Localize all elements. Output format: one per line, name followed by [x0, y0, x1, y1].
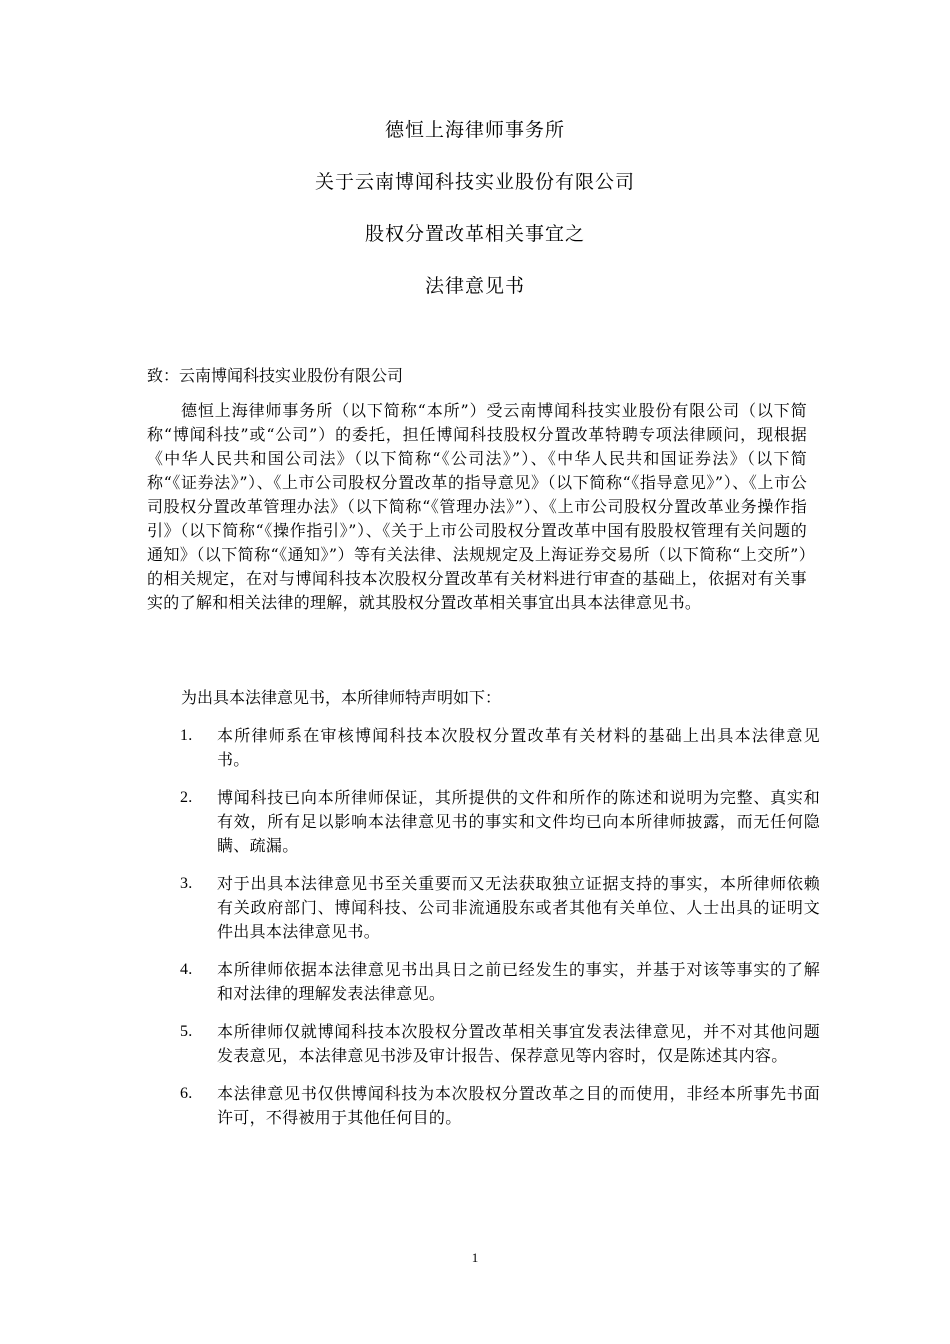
addressee: 致：云南博闻科技实业股份有限公司: [147, 366, 404, 385]
list-item-text: 本所律师依据本法律意见书出具日之前已经发生的事实，并基于对该等事实的了解和对法律的理解发表法律意见。: [217, 960, 820, 1003]
list-item-text: 博闻科技已向本所律师保证，其所提供的文件和所作的陈述和说明为完整、真实和有效，所有足以影响本法律意见书的事实和文件均已向本所律师披露，而无任何隐瞒、疏漏。: [217, 788, 820, 855]
title-firm-name: 德恒上海律师事务所: [384, 119, 565, 141]
list-item: [180, 872, 820, 944]
document-title: [0, 117, 950, 325]
declaration-list: [180, 724, 820, 1144]
page-number: 1: [471, 1250, 479, 1265]
list-item-text: 本所律师仅就博闻科技本次股权分置改革相关事宜发表法律意见，并不对其他问题发表意见，本法律意见书涉及审计报告、保荐意见等内容时，仅是陈述其内容。: [217, 1022, 820, 1065]
list-item-number: 3.: [180, 875, 193, 892]
title-document-type: 法律意见书: [424, 275, 525, 297]
list-item-number: 4.: [180, 961, 193, 978]
list-item: [180, 1020, 820, 1068]
intro-paragraph: 德恒上海律师事务所（以下简称“本所”）受云南博闻科技实业股份有限公司（以下简称“博闻科技”或“公司”）的委托，担任博闻科技股权分置改革特聘专项法律顾问，现根据《中华人民共和国公司法》（以下简称“《公司法》”）、《中华人民共和国证券法》（以下简称“《证券法》”）、《上市公司股权分置改革的指导意见》（以下简称“《指导意见》”）、《上市公司股权分置改革管理办法》（以下简称“《管理办法》”）、《上市公司股权分置改革业务操作指引》（以下简称“《操作指引》”）、《关于上市公司股权分置改革中国有股股权管理有关问题的通知》（以下简称“《通知》”）等有关法律、法规规定及上海证券交易所（以下简称“上交所”）的相关规定，在对与博闻科技本次股权分置改革有关材料进行审查的基础上，依据对有关事实的了解和相关法律的理解，就其股权分置改革相关事宜出具本法律意见书。: [147, 401, 807, 612]
list-item: [180, 724, 820, 772]
list-item-text: 本法律意见书仅供博闻科技为本次股权分置改革之目的而使用，非经本所事先书面许可，不得被用于其他任何目的。: [217, 1084, 820, 1127]
list-item: [180, 1082, 820, 1130]
list-item-text: 对于出具本法律意见书至关重要而又无法获取独立证据支持的事实，本所律师依赖有关政府部门、博闻科技、公司非流通股东或者其他有关单位、人士出具的证明文件出具本法律意见书。: [217, 874, 820, 941]
list-item: [180, 786, 820, 858]
list-item-text: 本所律师系在审核博闻科技本次股权分置改革有关材料的基础上出具本法律意见书。: [217, 726, 820, 769]
title-subject: 股权分置改革相关事宜之: [364, 223, 585, 245]
list-item-number: 1.: [180, 727, 193, 744]
list-item-number: 5.: [180, 1023, 193, 1040]
list-item-number: 2.: [180, 789, 193, 806]
declaration-intro: 为出具本法律意见书，本所律师特声明如下：: [181, 688, 502, 707]
list-item: [180, 958, 820, 1006]
title-company-name: 关于云南博闻科技实业股份有限公司: [314, 171, 635, 193]
list-item-number: 6.: [180, 1085, 193, 1102]
